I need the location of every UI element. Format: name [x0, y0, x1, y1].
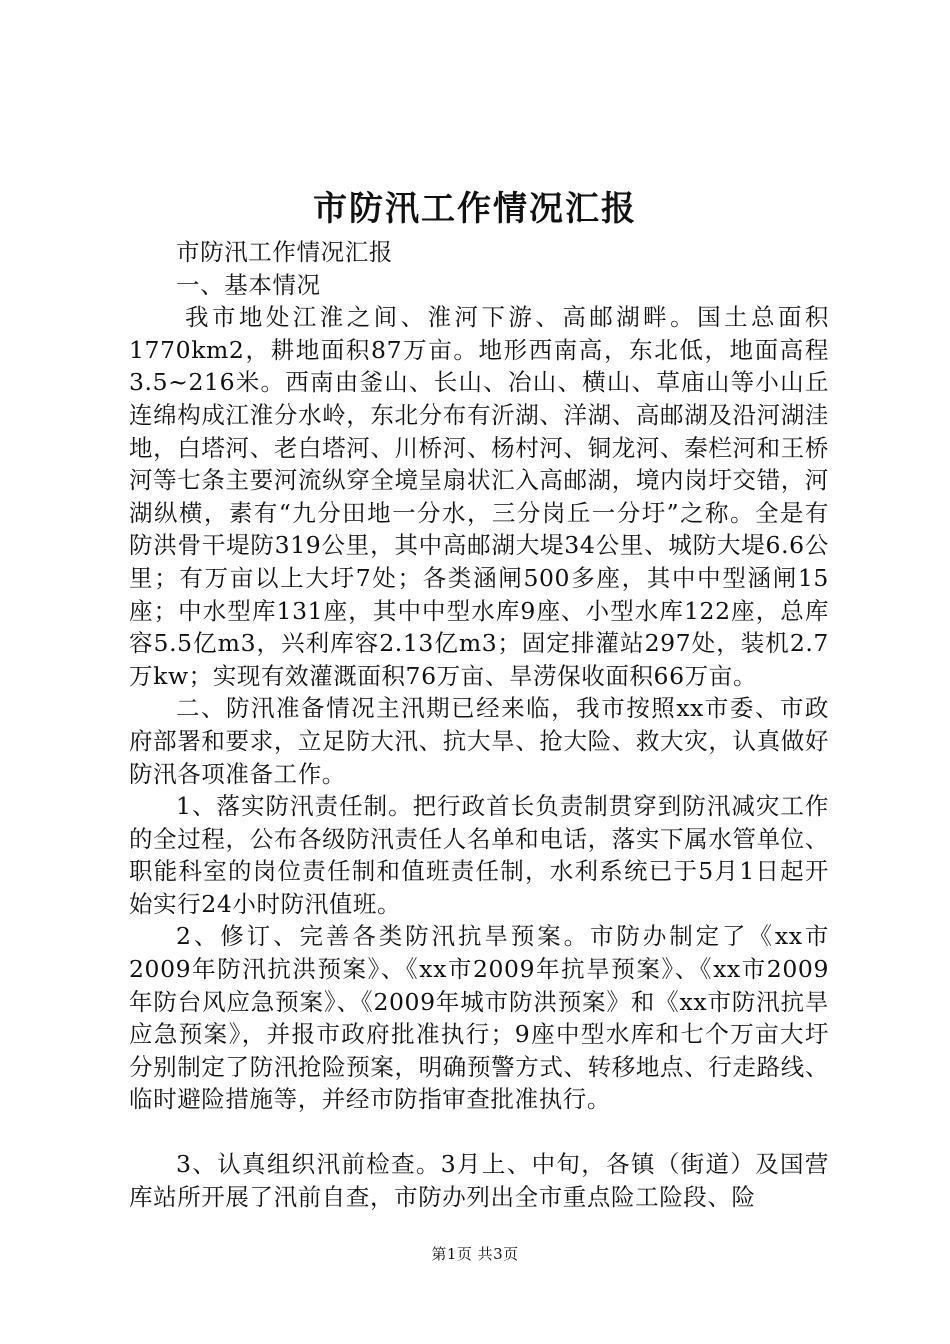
page-footer: 第1页 共3页: [431, 1245, 519, 1263]
document-title: 市防汛工作情况汇报: [313, 189, 637, 229]
section-heading-basic: 一、基本情况: [176, 270, 321, 299]
paragraph-basic-situation: 我市地处江淮之间、淮河下游、高邮湖畔。国土总面积1770km2，耕地面积87万亩。地形西南高，东北低，地面高程3.5~216米。西南由釜山、长山、冶山、横山、草庙山等小山丘连绵构成江淮分水岭，东北分布有沂湖、洋湖、高邮湖及沿河湖洼地，白塔河、老白塔河、川桥河、杨村河、铜龙河、秦栏河和王桥河等七条主要河流纵穿全境呈扇状汇入高邮湖，境内岗圩交错，河湖纵横，素有“九分田地一分水，三分岗丘一分圩”之称。全是有防洪骨干堤防319公里，其中高邮湖大堤34公里、城防大堤6.6公里；有万亩以上大圩7处；各类涵闸500多座，其中中型涵闸15座；中水型库131座，其中中型水库9座、小型水库122座，总库容5.5亿m3，兴利库容2.13亿m3；固定排灌站297处，装机2.7万kw；实现有效灌溉面积76万亩、旱涝保收面积66万亩。: [129, 303, 829, 690]
document-body: [129, 236, 829, 1213]
paragraph-inspection: 3、认真组织汛前检查。3月上、中旬，各镇（街道）及国营库站所开展了汛前自查，市防办列出全市重点险工险段、险: [129, 1150, 829, 1211]
subtitle-paragraph: 市防汛工作情况汇报: [176, 238, 393, 266]
paragraph-responsibility: 1、落实防汛责任制。把行政首长负责制贯穿到防汛减灾工作的全过程，公布各级防汛责任人名单和电话，落实下属水管单位、职能科室的岗位责任制和值班责任制，水利系统已于5月1日起开始实行24小时防汛值班。: [129, 792, 829, 918]
paragraph-preparation: 二、防汛准备情况主汛期已经来临，我市按照xx市委、市政府部署和要求，立足防大汛、抗大旱、抢大险、救大灾，认真做好防汛各项准备工作。: [129, 694, 829, 788]
paragraph-plans: 2、修订、完善各类防汛抗旱预案。市防办制定了《xx市2009年防汛抗洪预案》、《xx市2009年抗旱预案》、《xx市2009年防台风应急预案》、《2009年城市防洪预案》和《xx市防汛抗旱应急预案》，并报市政府批准执行；9座中型水库和七个万亩大圩分别制定了防汛抢险预案，明确预警方式、转移地点、行走路线、临时避险措施等，并经市防指审查批准执行。: [129, 922, 829, 1114]
